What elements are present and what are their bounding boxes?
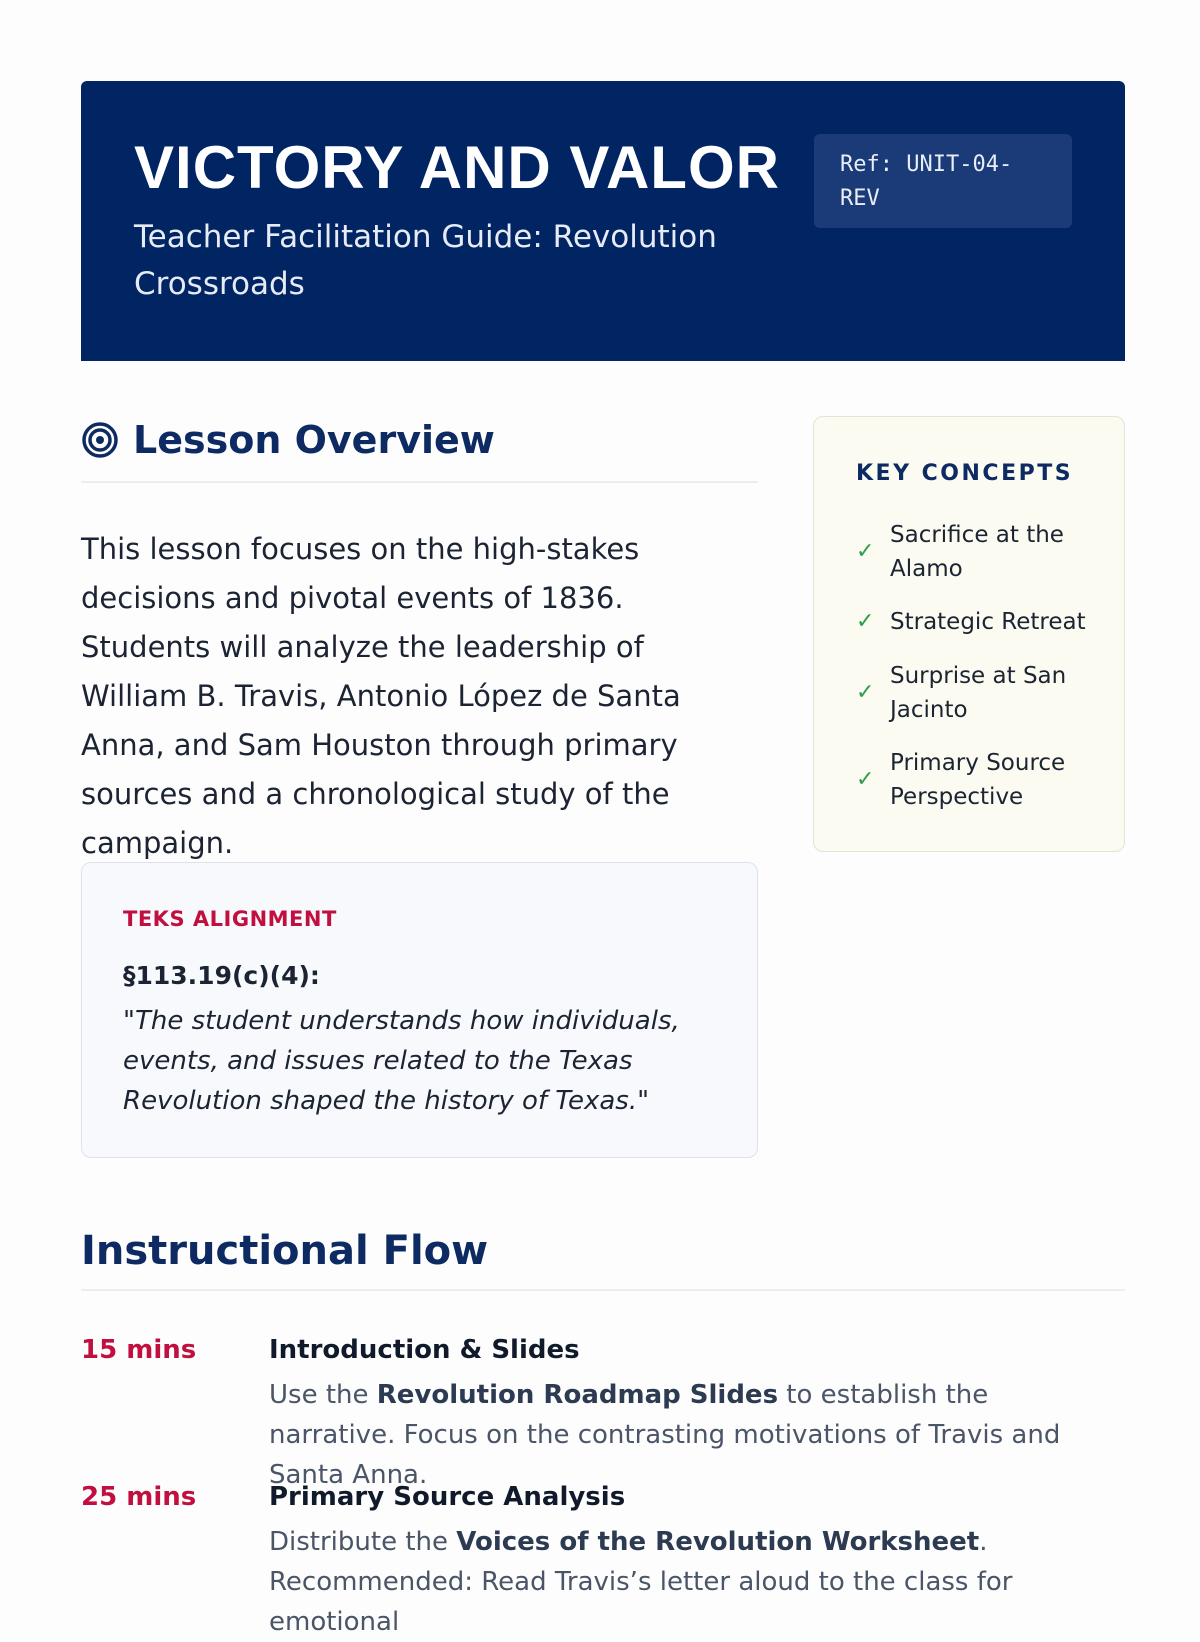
resource-name: Voices of the Revolution Worksheet: [456, 1527, 980, 1557]
concept-item: [856, 659, 1106, 727]
concept-label: Surprise at San Jacinto: [890, 663, 1067, 723]
teks-label: TEKS ALIGNMENT: [123, 907, 337, 931]
teks-alignment-card: [81, 862, 758, 1158]
key-concepts-card: [813, 416, 1125, 852]
check-icon: ✓: [856, 609, 875, 634]
reference-badge: Ref: UNIT-04-REV: [814, 134, 1072, 228]
concept-label: Sacrifice at the Alamo: [890, 522, 1064, 582]
flow-divider: [81, 1289, 1125, 1291]
teks-quote: "The student understands how individuals, events, and issues related to the Texas Revolution shaped the history of Texas.": [123, 1006, 680, 1116]
concept-item: [856, 518, 1106, 586]
step-heading: Primary Source Analysis: [269, 1482, 626, 1512]
concept-label: Primary Source Perspective: [890, 750, 1066, 810]
overview-text: This lesson focuses on the high-stakes decisions and pivotal events of 1836. Students will analyze the leadership of William B. Travis, Antonio López de Santa Anna, and Sam Houston through primary sources and a chronological study of the campaign.: [81, 532, 681, 860]
lesson-overview-title: Lesson Overview: [133, 418, 495, 462]
step-heading: Introduction & Slides: [269, 1335, 580, 1365]
key-concepts-label: KEY CONCEPTS: [856, 461, 1074, 486]
step-duration: 15 mins: [81, 1335, 197, 1365]
target-icon: [81, 421, 119, 459]
step-description: Use the Revolution Roadmap Slides to establish the narrative. Focus on the contrasting motivations of Travis and Santa Anna.: [269, 1380, 1061, 1490]
check-icon: ✓: [856, 539, 875, 564]
teks-code: §113.19(c)(4):: [123, 961, 320, 990]
overview-divider: [81, 481, 758, 483]
instructional-flow-heading: Instructional Flow: [81, 1228, 489, 1274]
page-title: VICTORY AND VALOR: [134, 134, 780, 201]
lesson-overview-heading: [81, 418, 495, 462]
step-duration: 25 mins: [81, 1482, 197, 1512]
concept-item: [856, 746, 1106, 814]
check-icon: ✓: [856, 680, 875, 705]
concept-item: [856, 605, 1106, 639]
resource-name: Revolution Roadmap Slides: [376, 1380, 779, 1410]
header-banner: [81, 81, 1125, 361]
page-subtitle: Teacher Facilitation Guide: Revolution Crossroads: [134, 219, 717, 302]
concept-label: Strategic Retreat: [890, 609, 1086, 635]
step-description: Distribute the Voices of the Revolution Worksheet. Recommended: Read Travis’s letter aloud to the class for emotional: [269, 1527, 1013, 1637]
check-icon: ✓: [856, 767, 875, 792]
